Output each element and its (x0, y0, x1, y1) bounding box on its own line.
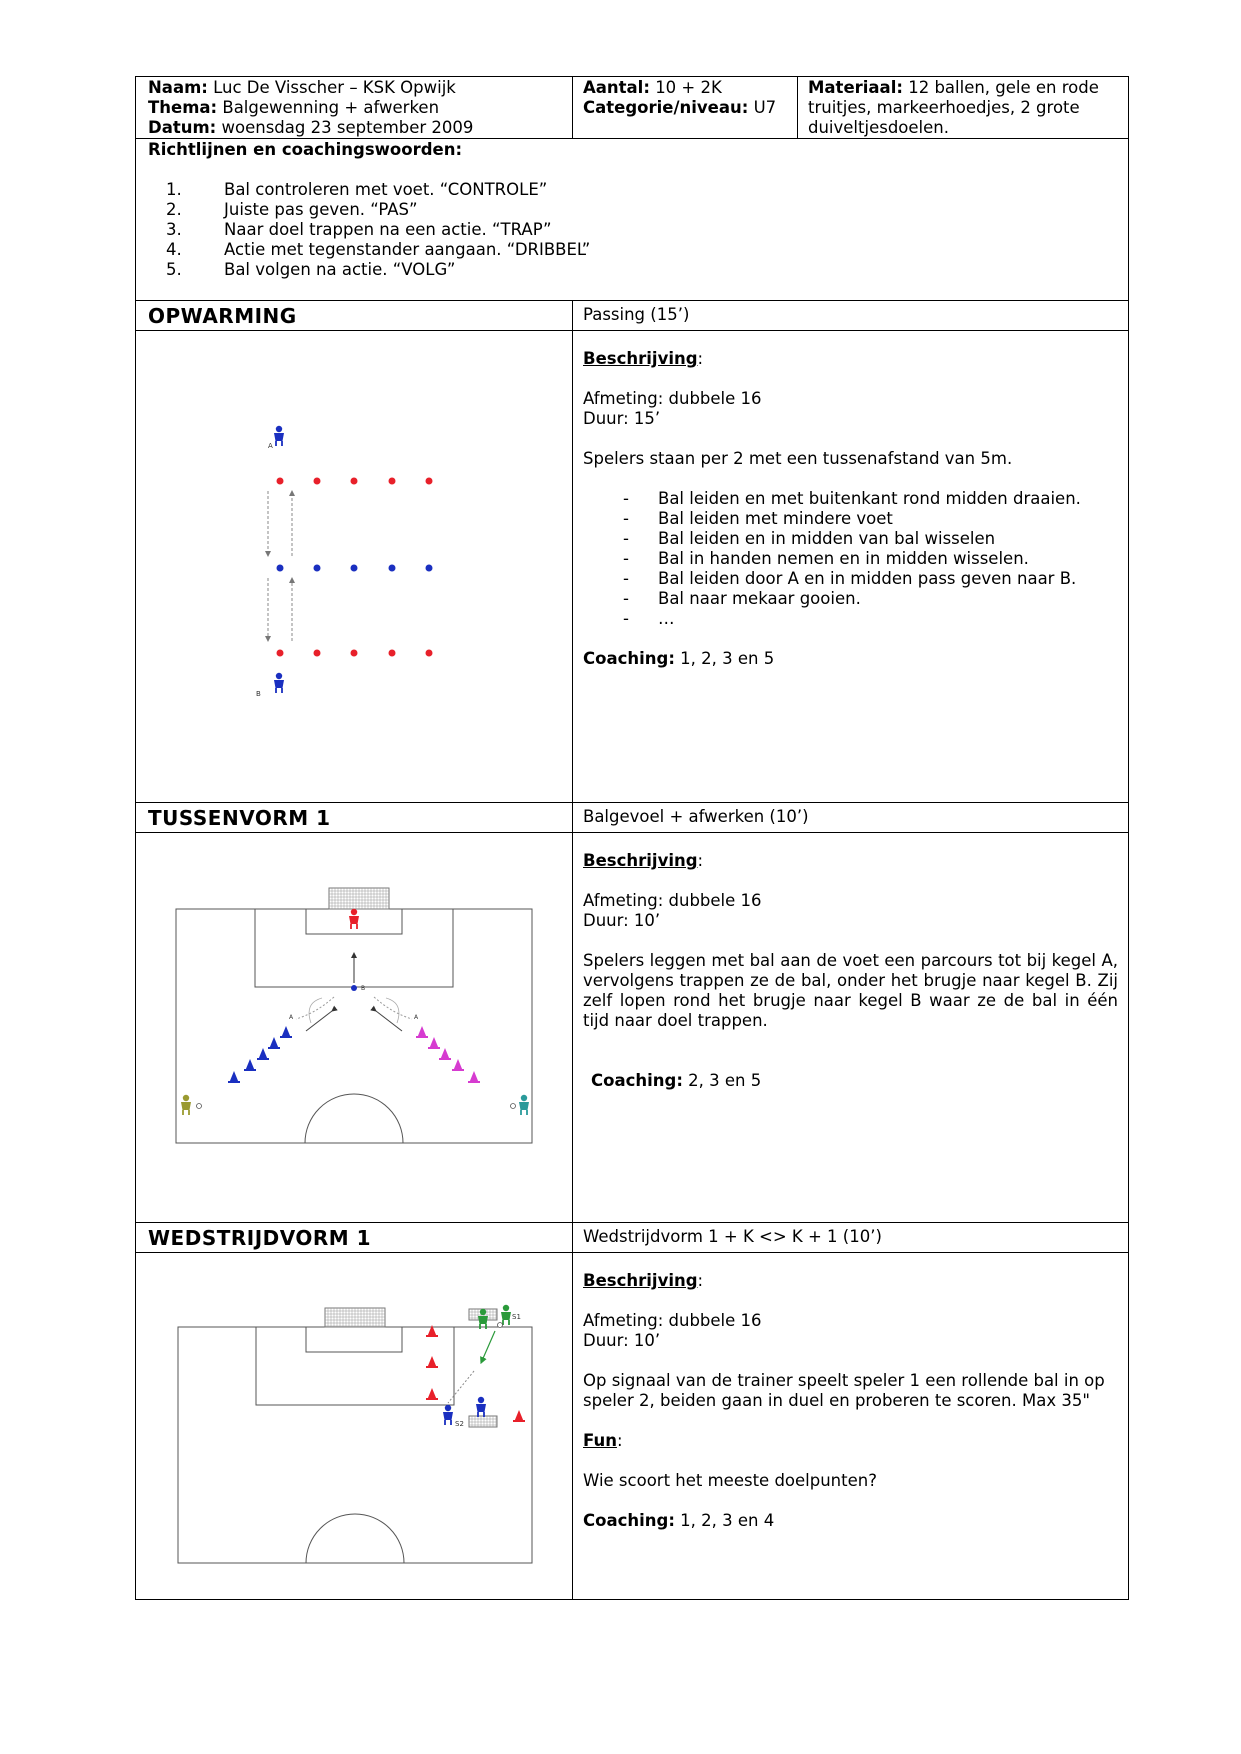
wedstrijdvorm-title: WEDSTRIJDVORM 1 (136, 1223, 573, 1252)
wedstrijdvorm-diagram (136, 1253, 573, 1599)
pass-arrow (481, 1331, 495, 1363)
datum-label: Datum: (148, 118, 217, 137)
ball (498, 1323, 503, 1328)
exercise-text: Bal in handen nemen en in midden wisselen. (658, 549, 1029, 568)
aantal-value: 10 + 2K (655, 78, 722, 97)
colon: : (616, 1431, 623, 1450)
label-a: A (414, 1014, 419, 1021)
red-marker (389, 650, 396, 657)
label-s1: S1 (512, 1313, 521, 1321)
dash: - (623, 509, 629, 528)
guideline-number: 4. (166, 240, 182, 259)
header-general (136, 77, 573, 138)
red-cone-base (426, 1398, 438, 1400)
blue-marker (314, 565, 321, 572)
red-marker (314, 478, 321, 485)
aantal-label: Aantal: (583, 78, 650, 97)
guideline-item (166, 260, 1116, 280)
speler-1-legs (503, 1320, 509, 1325)
player-b-body (274, 680, 284, 688)
wedstrijdvorm-coaching-label: Coaching: (583, 1511, 675, 1530)
datum-value: woensdag 23 september 2009 (221, 118, 474, 137)
goalkeeper-head (351, 909, 357, 915)
exercise-item (623, 589, 1118, 609)
tussenvorm-diagram (136, 833, 573, 1222)
goal-area (306, 1327, 402, 1352)
speler-1-body (501, 1312, 511, 1320)
dash: - (623, 589, 629, 608)
opwarming-exercise-list (583, 489, 1118, 629)
goalkeeper-green-body (478, 1316, 488, 1324)
red-marker (277, 478, 284, 485)
player-yellow-head (183, 1095, 189, 1101)
center-circle (305, 1094, 403, 1143)
guideline-text: Bal volgen na actie. “VOLG” (224, 260, 456, 279)
red-cone (428, 1356, 437, 1367)
blue-cone-base (244, 1069, 256, 1071)
red-cone (515, 1410, 524, 1421)
guideline-number: 5. (166, 260, 182, 279)
guideline-text: Actie met tegenstander aangaan. “DRIBBEL” (224, 240, 591, 259)
opwarming-diagram-svg (136, 331, 572, 803)
red-marker (426, 478, 433, 485)
exercise-item (623, 529, 1118, 549)
tussenvorm-duur: Duur: 10’ (583, 911, 661, 930)
session-sheet (135, 76, 1129, 1600)
blue-cone (282, 1026, 291, 1037)
player-yellow-legs (183, 1110, 189, 1115)
blue-cone-base (257, 1058, 269, 1060)
guideline-item (166, 220, 1116, 240)
bridge (386, 998, 399, 1023)
pitch (176, 909, 532, 1143)
guideline-item (166, 240, 1116, 260)
guideline-text: Bal controleren met voet. “CONTROLE” (224, 180, 548, 199)
opwarming-subtitle: Passing (15’) (583, 305, 690, 324)
wedstrijdvorm-description (573, 1253, 1128, 1599)
goalkeeper-legs (351, 924, 357, 929)
header-row (136, 77, 1128, 139)
player-teal-head (521, 1095, 527, 1101)
dash: - (623, 549, 629, 568)
player-teal-body (519, 1102, 529, 1110)
opwarming-description (573, 331, 1128, 802)
player-yellow-body (181, 1102, 191, 1110)
blue-marker (426, 565, 433, 572)
exercise-item (623, 549, 1118, 569)
goalkeeper-body (349, 916, 359, 924)
magenta-cone (470, 1071, 479, 1082)
colon: : (697, 1271, 704, 1290)
tussenvorm-subtitle: Balgevoel + afwerken (10’) (583, 807, 809, 826)
opwarming-duur: Duur: 15’ (583, 409, 661, 428)
red-cone (428, 1388, 437, 1399)
guidelines-row (136, 139, 1128, 301)
tussenvorm-description (573, 833, 1128, 1222)
exercise-text: Bal leiden door A en in midden pass geven naar B. (658, 569, 1077, 588)
wedstrijdvorm-desc-label: Beschrijving (583, 1271, 698, 1290)
dash: - (623, 529, 629, 548)
red-marker (389, 478, 396, 485)
dash: - (623, 609, 629, 628)
guidelines-list (148, 180, 1116, 280)
exercise-text: Bal leiden en met buitenkant rond midden draaien. (658, 489, 1081, 508)
naam-label: Naam: (148, 78, 208, 97)
run-path (296, 997, 334, 1019)
opwarming-coaching: 1, 2, 3 en 5 (680, 649, 775, 668)
run-path (448, 1371, 474, 1403)
opwarming-diagram (136, 331, 573, 802)
materiaal-label: Materiaal: (808, 78, 903, 97)
goalkeeper-blue-body (476, 1404, 486, 1412)
player-b-legs (276, 688, 282, 693)
opwarming-intro: Spelers staan per 2 met een tussenafstand van 5m. (583, 449, 1013, 468)
opwarming-coaching-label: Coaching: (583, 649, 675, 668)
magenta-cone (430, 1037, 439, 1048)
wedstrijdvorm-text: Op signaal van de trainer speelt speler 1 een rollende bal in op speler 2, beiden gaan in duel en proberen te scoren. Max 35" (583, 1371, 1105, 1410)
cone-b (351, 985, 357, 991)
red-marker (314, 650, 321, 657)
categorie-value: U7 (753, 98, 777, 117)
speler-2-legs (445, 1420, 451, 1425)
opwarming-desc-label: Beschrijving (583, 349, 698, 368)
tussenvorm-desc-label: Beschrijving (583, 851, 698, 870)
naam-value: Luc De Visscher – KSK Opwijk (213, 78, 456, 97)
red-marker (426, 650, 433, 657)
guidelines (136, 139, 1128, 300)
opwarming-body-row (136, 331, 1128, 803)
materiaal-value: 12 ballen, gele en rode truitjes, markeerhoedjes, 2 grote duiveltjesdoelen. (808, 78, 1099, 137)
penalty-area (256, 1327, 454, 1405)
player-b-head (276, 673, 282, 679)
exercise-item (623, 489, 1118, 509)
opwarming-header-row (136, 301, 1128, 331)
magenta-cone-base (468, 1081, 480, 1083)
wedstrijdvorm-fun: Wie scoort het meeste doelpunten? (583, 1471, 877, 1490)
label-b: B (256, 690, 261, 698)
tussenvorm-diagram-svg (136, 833, 572, 1223)
tussenvorm-header-row (136, 803, 1128, 833)
red-marker (277, 650, 284, 657)
blue-cone (230, 1071, 239, 1082)
magenta-cone-base (452, 1069, 464, 1071)
player-teal-legs (521, 1110, 527, 1115)
blue-cone (270, 1037, 279, 1048)
guideline-number: 3. (166, 220, 182, 239)
dash: - (623, 569, 629, 588)
player-a-legs (276, 441, 282, 446)
blue-cone-base (280, 1036, 292, 1038)
opwarming-afmeting: Afmeting: dubbele 16 (583, 389, 762, 408)
exercise-text: Bal leiden met mindere voet (658, 509, 893, 528)
red-marker (351, 650, 358, 657)
magenta-cone (441, 1048, 450, 1059)
speler-2-head (445, 1405, 451, 1411)
speler-2-body (443, 1412, 453, 1420)
tussenvorm-body-row (136, 833, 1128, 1223)
dash: - (623, 489, 629, 508)
guidelines-title: Richtlijnen en coachingswoorden: (148, 140, 463, 159)
label-a: A (268, 442, 273, 450)
label-b: B (361, 985, 366, 992)
wedstrijdvorm-afmeting: Afmeting: dubbele 16 (583, 1311, 762, 1330)
blue-cone (246, 1059, 255, 1070)
label-a: A (289, 1014, 294, 1021)
run-path (374, 997, 412, 1019)
ball (511, 1104, 516, 1109)
magenta-cone-base (428, 1047, 440, 1049)
colon: : (697, 851, 704, 870)
tussenvorm-coaching-label: Coaching: (591, 1071, 683, 1090)
ball (197, 1104, 202, 1109)
red-cone-base (426, 1366, 438, 1368)
tussenvorm-text: Spelers leggen met bal aan de voet een parcours tot bij kegel A, vervolgens trappen ze de bal, onder het brugje naar kegel B. Zij zelf lopen rond het brugje naar kegel B waar ze de bal in één tijd naar doel trappen. (583, 951, 1118, 1030)
exercise-item (623, 509, 1118, 529)
magenta-cone (454, 1059, 463, 1070)
blue-cone-base (228, 1081, 240, 1083)
wedstrijdvorm-header-row (136, 1223, 1128, 1253)
tussenvorm-afmeting: Afmeting: dubbele 16 (583, 891, 762, 910)
exercise-text: Bal leiden en in midden van bal wisselen (658, 529, 996, 548)
blue-marker (389, 565, 396, 572)
guideline-number: 2. (166, 200, 182, 219)
player-a-body (274, 433, 284, 441)
wedstrijdvorm-coaching: 1, 2, 3 en 4 (680, 1511, 775, 1530)
bridge (309, 998, 322, 1023)
red-cone-base (513, 1420, 525, 1422)
center-circle (306, 1514, 404, 1563)
exercise-item (623, 569, 1118, 589)
label-s2: S2 (455, 1420, 464, 1428)
exercise-text: Bal naar mekaar gooien. (658, 589, 861, 608)
guideline-text: Naar doel trappen na een actie. “TRAP” (224, 220, 552, 239)
tussenvorm-title: TUSSENVORM 1 (136, 803, 573, 832)
guideline-text: Juiste pas geven. “PAS” (224, 200, 418, 219)
exercise-text: … (658, 609, 675, 628)
red-cone-base (426, 1335, 438, 1337)
header-material (798, 77, 1128, 138)
categorie-label: Categorie/niveau: (583, 98, 749, 117)
blue-marker (351, 565, 358, 572)
wedstrijdvorm-subtitle: Wedstrijdvorm 1 + K <> K + 1 (10’) (583, 1227, 882, 1246)
blue-cone-base (268, 1047, 280, 1049)
magenta-cone-base (416, 1036, 428, 1038)
player-a-head (276, 426, 282, 432)
red-marker (351, 478, 358, 485)
wedstrijdvorm-duur: Duur: 10’ (583, 1331, 661, 1350)
blue-marker (277, 565, 284, 572)
pitch (178, 1327, 532, 1563)
colon: : (697, 349, 704, 368)
magenta-cone (418, 1026, 427, 1037)
goalkeeper-green-head (480, 1309, 486, 1315)
thema-label: Thema: (148, 98, 218, 117)
magenta-cone-base (439, 1058, 451, 1060)
guideline-item (166, 180, 1116, 200)
speler-1-head (503, 1305, 509, 1311)
blue-cone (259, 1048, 268, 1059)
opwarming-title: OPWARMING (136, 301, 573, 330)
guideline-item (166, 200, 1116, 220)
goalkeeper-blue-head (478, 1397, 484, 1403)
wedstrijdvorm-fun-label: Fun (583, 1431, 617, 1450)
tussenvorm-coaching: 2, 3 en 5 (688, 1071, 762, 1090)
guideline-number: 1. (166, 180, 182, 199)
header-group (573, 77, 798, 138)
wedstrijdvorm-body-row (136, 1253, 1128, 1599)
exercise-item (623, 609, 1118, 629)
thema-value: Balgewenning + afwerken (222, 98, 440, 117)
wedstrijdvorm-diagram-svg (136, 1253, 572, 1599)
